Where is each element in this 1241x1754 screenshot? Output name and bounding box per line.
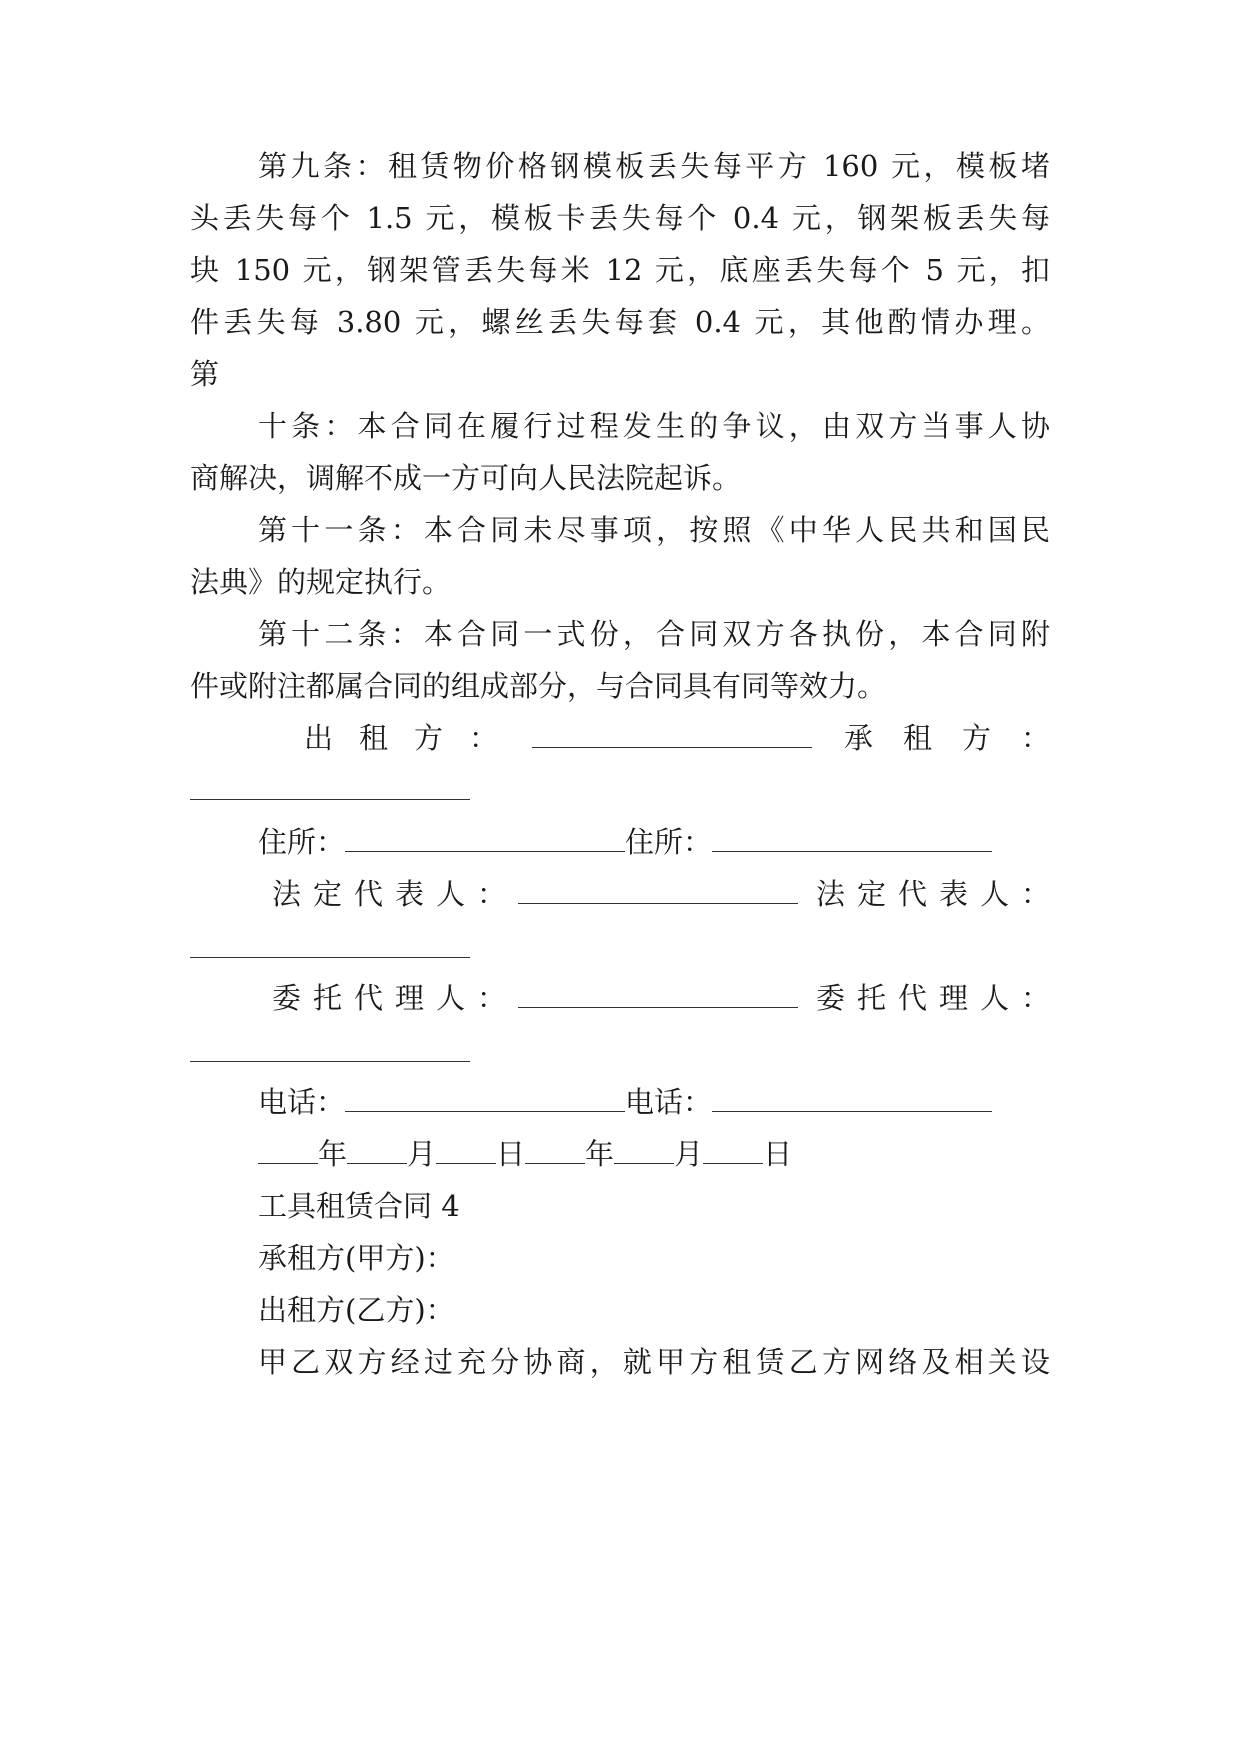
address-blank-1 [345,823,625,852]
legal-rep-label-2: 法定代表人： [815,877,1062,911]
article-9-line-5: 第 [190,357,220,391]
agent-blank-2 [190,1060,470,1062]
address-label-1: 住所： [258,825,346,859]
month-label-1: 月 [407,1137,437,1171]
agent-label-1: 委托代理人： [272,981,519,1015]
article-11-line-2: 法典》的规定执行。 [190,565,452,599]
agent-row [272,978,1062,1018]
address-blank-2 [712,823,992,852]
contract-4-party-b: 出租方(乙方)： [258,1293,455,1327]
date-row [258,1134,1050,1174]
year-label-2: 年 [585,1137,615,1171]
article-9-line-4: 件丢失每 3.80 元，螺丝丢失每套 0.4 元，其他酌情办理。 [190,305,1050,339]
lessor-label: 出租方： [304,721,525,755]
legal-rep-blank-1 [518,875,798,904]
year-blank-1 [258,1135,318,1164]
lessor-lessee-row [304,718,1080,758]
year-label-1: 年 [318,1137,348,1171]
article-10-line-1: 十条：本合同在履行过程发生的争议，由双方当事人协 [258,409,1050,443]
legal-rep-blank-2 [190,956,470,958]
agent-blank-1 [518,979,798,1008]
address-label-2: 住所： [625,825,713,859]
day-label-2: 日 [763,1137,793,1171]
month-blank-2 [614,1135,674,1164]
contract-4-intro: 甲乙双方经过充分协商，就甲方租赁乙方网络及相关设 [258,1345,1050,1379]
address-row [258,822,1050,862]
month-blank-1 [347,1135,407,1164]
legal-rep-label-1: 法定代表人： [272,877,519,911]
day-blank-1 [436,1135,496,1164]
article-12-line-1: 第十二条：本合同一式份，合同双方各执份，本合同附 [258,617,1050,651]
agent-label-2: 委托代理人： [815,981,1062,1015]
legal-rep-row [272,874,1062,914]
contract-4-party-a: 承租方(甲方)： [258,1241,455,1275]
day-label-1: 日 [496,1137,526,1171]
lessee-blank [190,798,470,800]
article-9-line-1: 第九条：租赁物价格钢模板丢失每平方 160 元，模板堵 [258,149,1050,183]
phone-label-1: 电话： [258,1085,346,1119]
article-9-line-3: 块 150 元，钢架管丢失每米 12 元，底座丢失每个 5 元，扣 [190,253,1050,287]
phone-row [258,1082,1050,1122]
article-10-line-2: 商解决，调解不成一方可向人民法院起诉。 [190,461,742,495]
lessee-label: 承租方： [843,721,1080,755]
article-12-line-2: 件或附注都属合同的组成部分，与合同具有同等效力。 [190,669,887,703]
phone-blank-2 [712,1083,992,1112]
year-blank-2 [525,1135,585,1164]
article-9-line-2: 头丢失每个 1.5 元，模板卡丢失每个 0.4 元，钢架板丢失每 [190,201,1050,235]
phone-blank-1 [345,1083,625,1112]
contract-4-title: 工具租赁合同 4 [258,1189,460,1223]
lessor-blank [532,719,812,748]
day-blank-2 [703,1135,763,1164]
phone-label-2: 电话： [625,1085,713,1119]
month-label-2: 月 [674,1137,704,1171]
article-11-line-1: 第十一条：本合同未尽事项，按照《中华人民共和国民 [258,513,1050,547]
